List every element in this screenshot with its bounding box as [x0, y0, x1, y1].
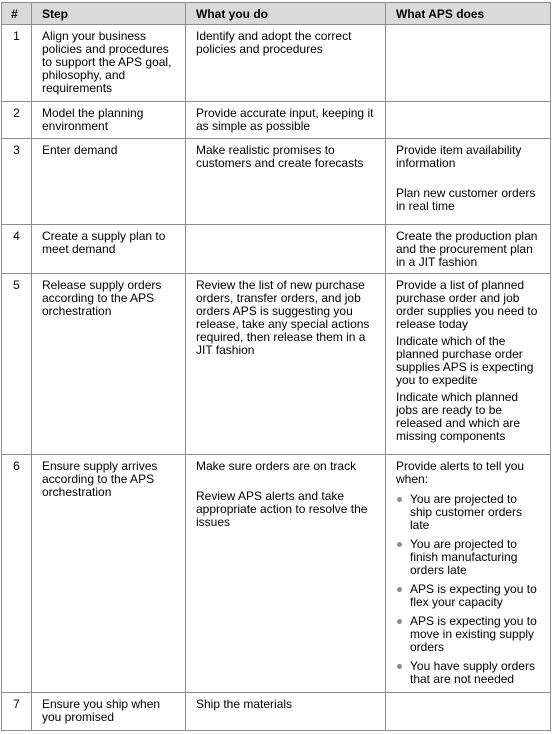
bullet-icon	[397, 587, 402, 592]
aps-does-cell: Provide item availability information Plan new customer orders in real time	[386, 139, 551, 225]
row-number: 1	[2, 25, 32, 102]
aps-steps-table	[1, 2, 551, 731]
bullet-icon	[397, 664, 402, 669]
list-item: You have supply orders that are not needed	[396, 660, 542, 686]
table-row	[2, 139, 551, 225]
step-cell: Ensure you ship when you promised	[32, 693, 186, 731]
row-number: 6	[2, 455, 32, 693]
you-do-cell: Identify and adopt the correct policies and procedures	[186, 25, 386, 102]
you-do-cell: Provide accurate input, keeping it as simple as possible	[186, 102, 386, 139]
aps-does-cell	[386, 693, 551, 731]
bullet-icon	[397, 619, 402, 624]
aps-does-cell	[386, 25, 551, 102]
you-do-cell: Make sure orders are on track Review APS alerts and take appropriate action to resolve the issues	[186, 455, 386, 693]
you-do-cell: Review the list of new purchase orders, transfer orders, and job orders APS is suggesting you release, take any special actions required, then release them in a JIT fashion	[186, 274, 386, 455]
row-number: 2	[2, 102, 32, 139]
row-number: 4	[2, 225, 32, 274]
step-cell: Create a supply plan to meet demand	[32, 225, 186, 274]
step-cell: Enter demand	[32, 139, 186, 225]
alerts-list	[396, 493, 542, 686]
row-number: 3	[2, 139, 32, 225]
table-row	[2, 693, 551, 731]
bullet-icon	[397, 542, 402, 547]
table-row	[2, 225, 551, 274]
row-number: 5	[2, 274, 32, 455]
table-row	[2, 25, 551, 102]
aps-does-cell: Provide alerts to tell you when: You are projected to ship customer orders late You are projected to finish manufacturing orders late APS is expecting you to flex your capacity APS is expecting you to move in existing supply orders You have supply orders that are not needed	[386, 455, 551, 693]
step-cell: Ensure supply arrives according to the APS orchestration	[32, 455, 186, 693]
list-item: You are projected to ship customer orders late	[396, 493, 542, 532]
bullet-icon	[397, 497, 402, 502]
you-do-cell: Ship the materials	[186, 693, 386, 731]
you-do-cell	[186, 225, 386, 274]
header-what-you-do: What you do	[186, 3, 386, 25]
table-row	[2, 102, 551, 139]
aps-does-cell: Provide a list of planned purchase order and job order supplies you need to release today Indicate which of the planned purchase order supplies APS is expecting you to expedite Indicate which planned jobs are ready to be released and which are missing components	[386, 274, 551, 455]
header-number: #	[2, 3, 32, 25]
step-cell: Align your business policies and procedures to support the APS goal, philosophy, and requirements	[32, 25, 186, 102]
you-do-cell: Make realistic promises to customers and create forecasts	[186, 139, 386, 225]
step-cell: Model the planning environment	[32, 102, 186, 139]
row-number: 7	[2, 693, 32, 731]
table-row	[2, 455, 551, 693]
header-step: Step	[32, 3, 186, 25]
table-header-row	[2, 3, 551, 25]
aps-does-cell: Create the production plan and the procurement plan in a JIT fashion	[386, 225, 551, 274]
list-item: You are projected to finish manufacturing orders late	[396, 538, 542, 577]
step-cell: Release supply orders according to the APS orchestration	[32, 274, 186, 455]
header-what-aps-does: What APS does	[386, 3, 551, 25]
list-item: APS is expecting you to flex your capacity	[396, 583, 542, 609]
aps-does-cell	[386, 102, 551, 139]
table-row	[2, 274, 551, 455]
list-item: APS is expecting you to move in existing supply orders	[396, 615, 542, 654]
